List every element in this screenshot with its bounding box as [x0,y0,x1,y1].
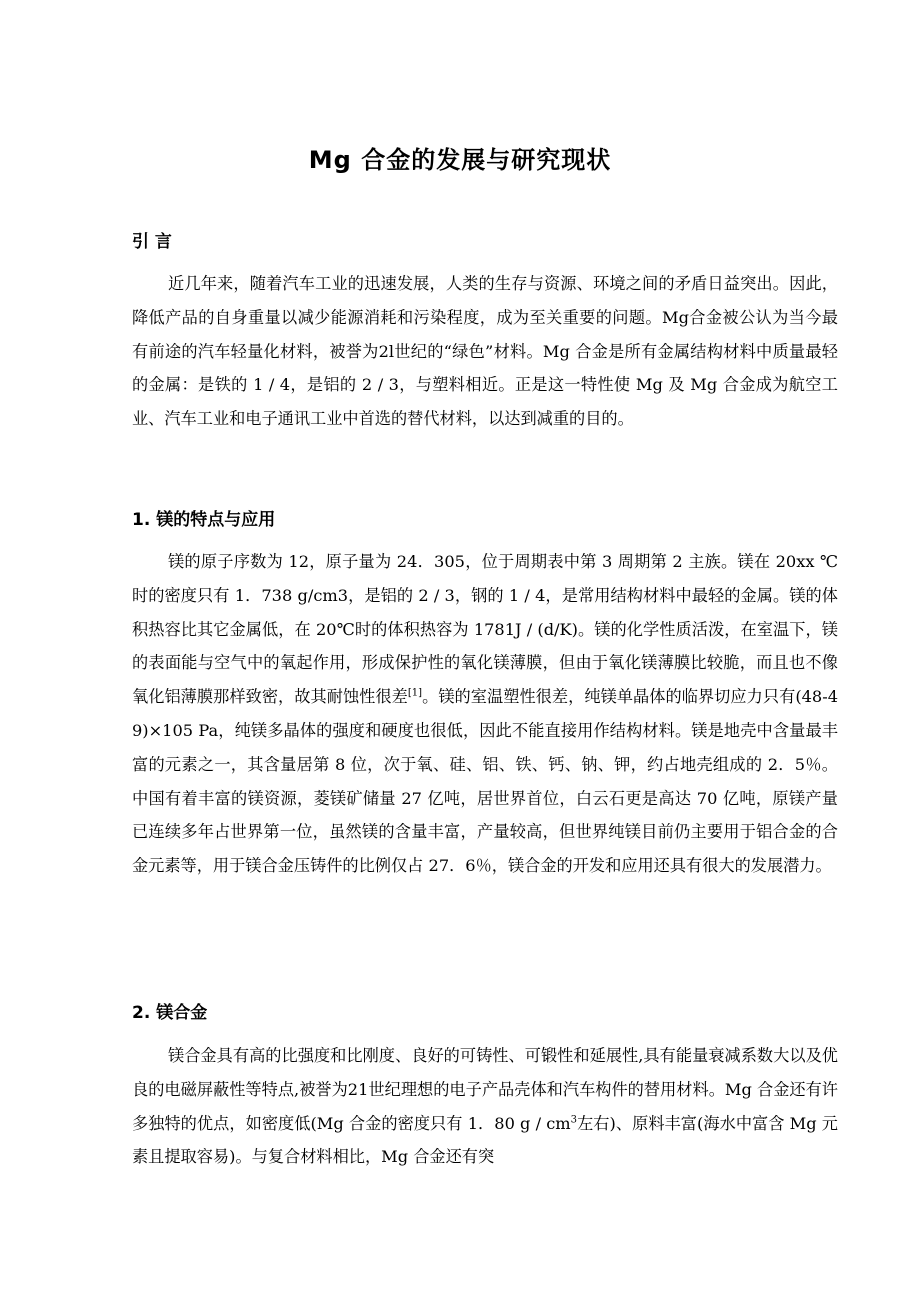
intro-heading: 引 言 [132,232,172,252]
document-title: Mg 合金的发展与研究现状 [308,146,612,174]
section2-text-b: 左右)、原料丰富(海水中富含 Mg 元素且提取容易)。与复合材料相比，Mg 合金还有突 [132,1113,838,1167]
intro-paragraph: 近几年来，随着汽车工业的迅速发展，人类的生存与资源、环境之间的矛盾日益突出。因此，降低产品的自身重量以减少能源消耗和污染程度，成为至关重要的问题。Mg合金被公认为当今最有前途的汽车轻量化材料，被誉为2l世纪的“绿色”材料。Mg 合金是所有金属结构材料中质量最轻的金属：是铁的 1 / 4，是铝的 2 / 3，与塑料相近。正是这一特性使 Mg 及 Mg 合金成为航空工业、汽车工业和电子通讯工业中首选的替代材料，以达到减重的目的。 [132,274,838,429]
section1-text-b: 。镁的室温塑性很差，纯镁单晶体的临界切应力只有(48-49)×105 Pa，纯镁多晶体的强度和硬度也很低，因此不能直接用作结构材料。镁是地壳中含量最丰富的元素之一，其含量居第 8 位，次于氧、硅、铝、铁、钙、钠、钾，约占地壳组成的 2．5％。中国有着丰富的镁资源，菱镁矿储量 27 亿吨，居世界首位，白云石更是高达 70 亿吨，原镁产量已连续多年占世界第一位，虽然镁的含量丰富，产量较高，但世界纯镁目前仍主要用于铝合金的合金元素等，用于镁合金压铸件的比例仅占 27．6％，镁合金的开发和应用还具有很大的发展潜力。 [132,687,838,876]
cubic-superscript: 3 [570,1114,578,1126]
section2-text-a: 镁合金具有高的比强度和比刚度、良好的可铸性、可锻性和延展性,具有能量衰减系数大以及优良的电磁屏蔽性等特点,被誉为21世纪理想的电子产品壳体和汽车构件的替用材料。Mg 合金还有许多独特的优点，如密度低(Mg 合金的密度只有 1．80 g / cm [132,1046,838,1133]
section2-paragraph [132,1039,838,1174]
section2-heading: 2. 镁合金 [132,1003,208,1023]
citation-ref: [1] [407,687,423,699]
section1-heading: 1. 镁的特点与应用 [132,510,276,530]
section1-paragraph [132,545,838,883]
section1-text-a: 镁的原子序数为 12，原子量为 24．305，位于周期表中第 3 周期第 2 主族。镁在 20xx ℃时的密度只有 1．738 g/cm3，是铝的 2 / 3，钢的 1 / 4，是常用结构材料中最轻的金属。镁的体积热容比其它金属低，在 20℃时的体积热容为 1781J / (d/K)。镁的化学性质活泼，在室温下，镁的表面能与空气中的氧起作用，形成保护性的氧化镁薄膜，但由于氧化镁薄膜比较脆，而且也不像氧化铝薄膜那样致密，故其耐蚀性很差 [132,552,838,707]
